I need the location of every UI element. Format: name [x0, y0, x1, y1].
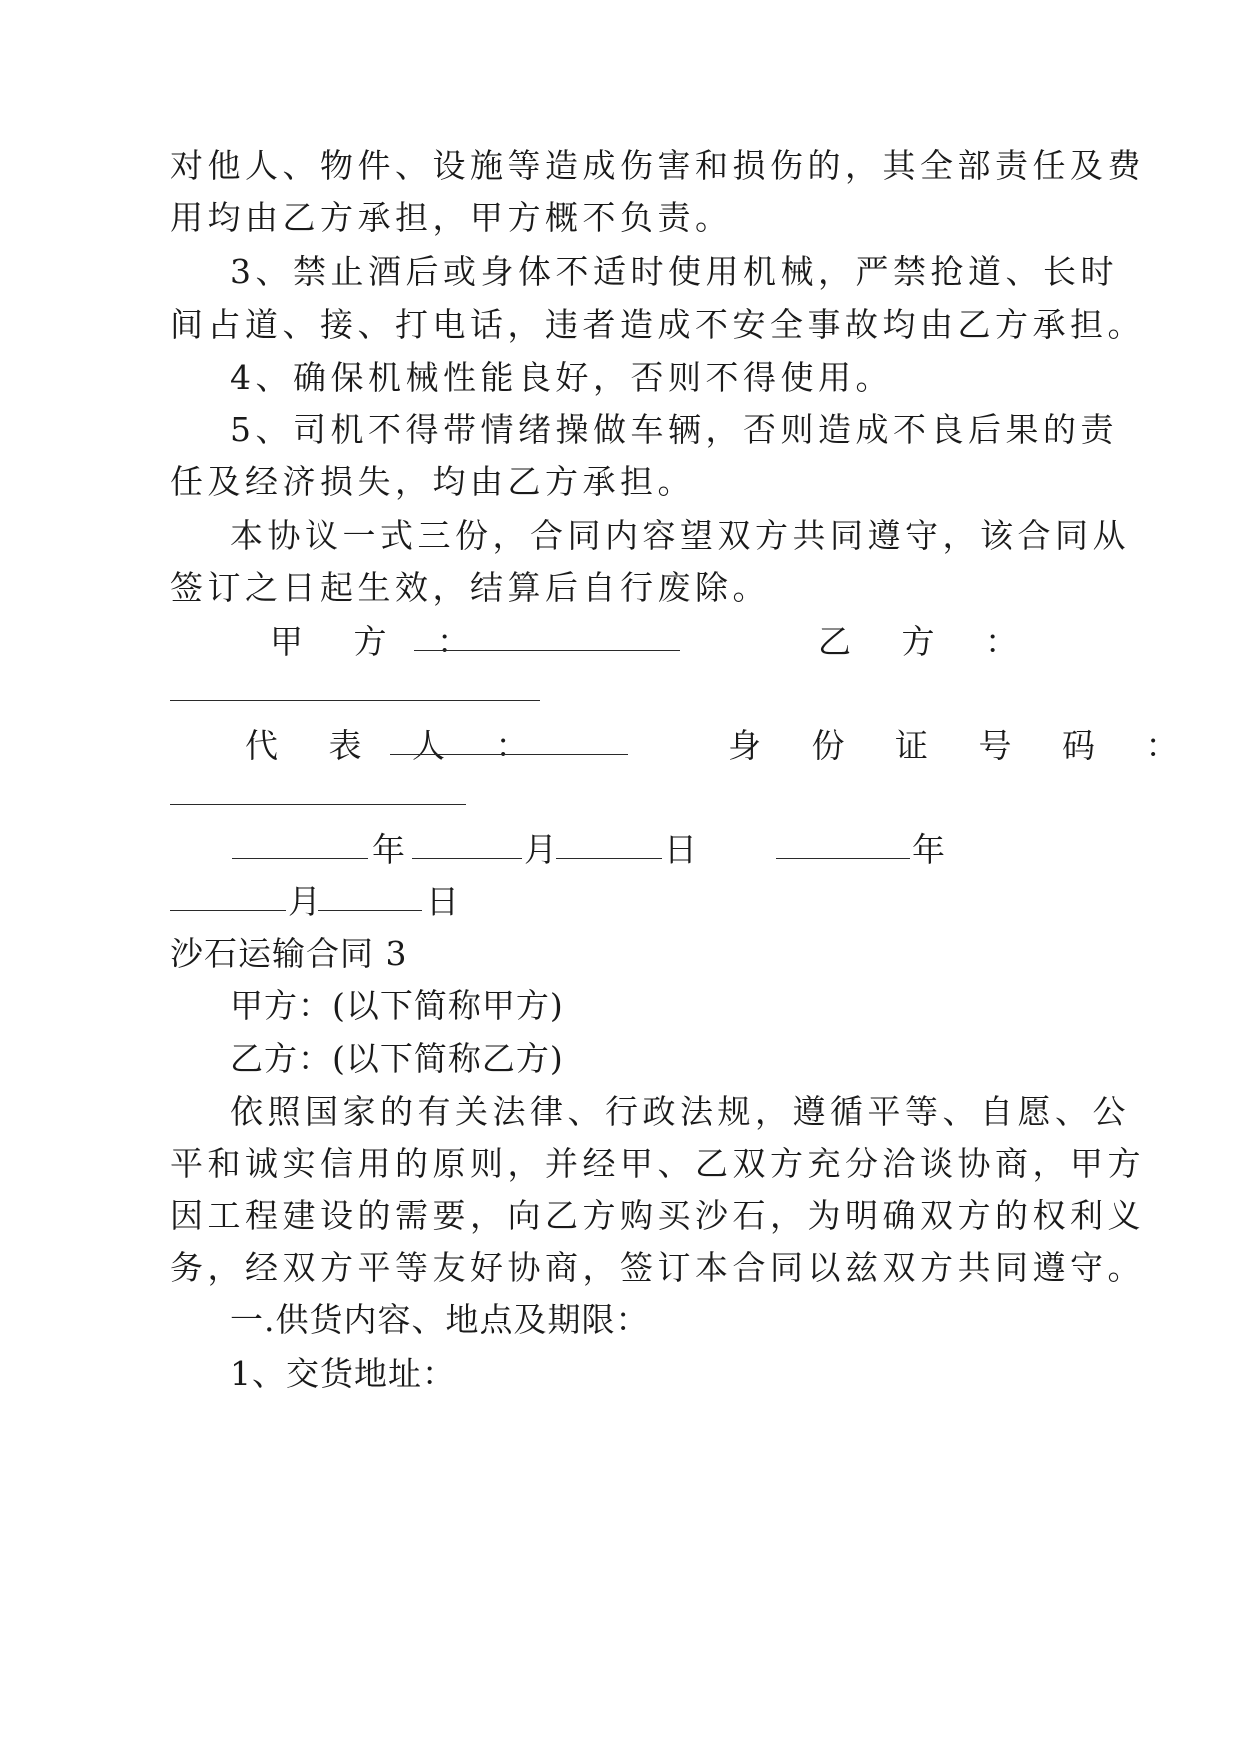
- party-a-label: 甲 方 ：: [270, 622, 490, 661]
- date-b-year-blank: [776, 858, 910, 859]
- date-b-day-blank: [318, 910, 422, 911]
- paragraph-line: 间占道、接、打电话，违者造成不安全事故均由乙方承担。: [170, 305, 1145, 344]
- party-b-label: 乙 方 ：: [818, 622, 1038, 661]
- date-a-year: 年: [372, 830, 410, 869]
- clause-3: 3、禁止酒后或身体不适时使用机械，严禁抢道、长时: [230, 252, 1118, 291]
- preamble-line: 务，经双方平等友好协商，签订本合同以兹双方共同遵守。: [170, 1248, 1145, 1287]
- paragraph-line: 用均由乙方承担，甲方概不负责。: [170, 198, 733, 237]
- agreement-copies: 本协议一式三份，合同内容望双方共同遵守，该合同从: [230, 516, 1130, 555]
- date-a-day: 日: [664, 830, 702, 869]
- id-number-label: 身 份 证 号 码 ：: [728, 726, 1199, 765]
- date-b-day: 日: [426, 882, 464, 921]
- date-a-month: 月: [524, 830, 562, 869]
- party-b-line: 乙方：(以下简称乙方): [230, 1039, 564, 1078]
- preamble-line: 平和诚实信用的原则，并经甲、乙双方充分洽谈协商，甲方: [170, 1144, 1145, 1183]
- date-a-year-blank: [232, 858, 368, 859]
- representative-label: 代 表 人 ：: [245, 726, 549, 765]
- preamble-line: 因工程建设的需要，向乙方购买沙石，为明确双方的权利义: [170, 1196, 1145, 1235]
- delivery-address: 1、交货地址：: [230, 1354, 456, 1393]
- clause-5: 5、司机不得带情绪操做车辆，否则造成不良后果的责: [230, 410, 1118, 449]
- date-a-day-blank: [556, 858, 662, 859]
- date-b-year: 年: [912, 830, 950, 869]
- party-b-signature-line: [170, 700, 540, 701]
- clause-4: 4、确保机械性能良好，否则不得使用。: [230, 358, 893, 397]
- party-a-signature-line: [414, 650, 680, 651]
- section-heading: 一.供货内容、地点及期限：: [230, 1300, 650, 1339]
- date-b-month: 月: [288, 882, 326, 921]
- representative-signature-line: [390, 754, 628, 755]
- id-number-line: [170, 804, 466, 805]
- paragraph-line: 签订之日起生效，结算后自行废除。: [170, 568, 770, 607]
- party-a-line: 甲方：(以下简称甲方): [230, 986, 564, 1025]
- contract-title: 沙石运输合同 3: [170, 934, 408, 973]
- paragraph-line: 任及经济损失，均由乙方承担。: [170, 462, 695, 501]
- date-b-month-blank: [170, 910, 286, 911]
- preamble-line: 依照国家的有关法律、行政法规，遵循平等、自愿、公: [230, 1092, 1130, 1131]
- paragraph-line: 对他人、物件、设施等造成伤害和损伤的，其全部责任及费: [170, 146, 1145, 185]
- date-a-month-blank: [412, 858, 522, 859]
